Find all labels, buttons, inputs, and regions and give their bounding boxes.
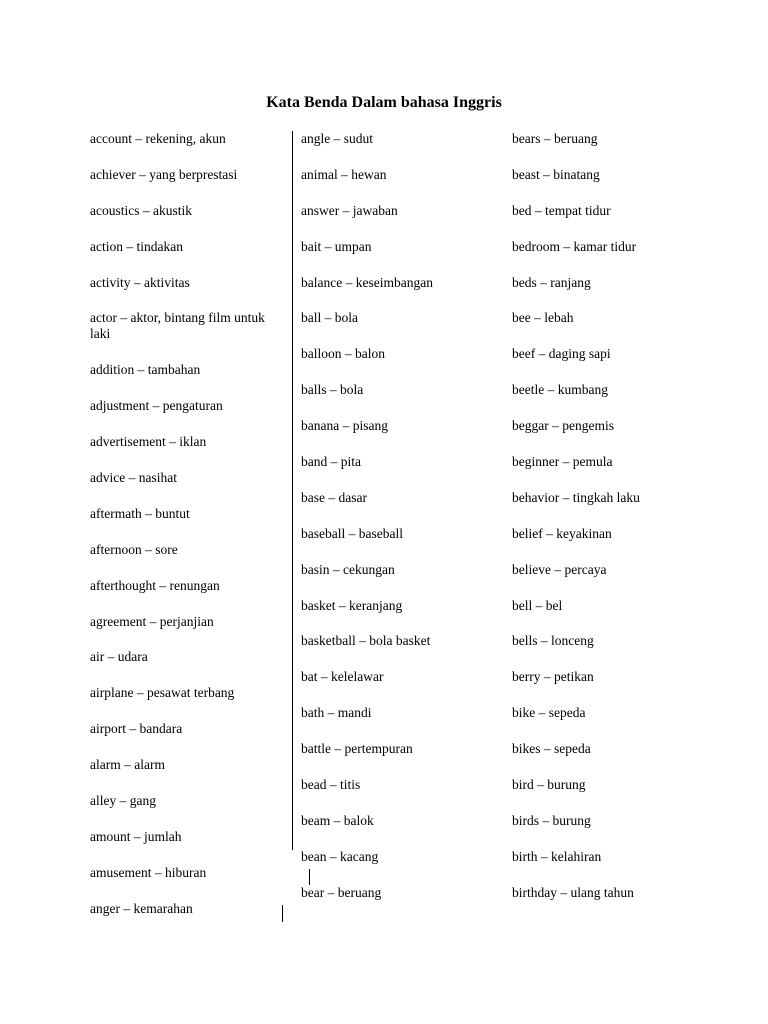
list-item: beef – daging sapi bbox=[512, 346, 611, 362]
list-item: advertisement – iklan bbox=[90, 434, 207, 450]
list-item: alarm – alarm bbox=[90, 757, 165, 773]
list-item: bike – sepeda bbox=[512, 705, 586, 721]
list-item: bed – tempat tidur bbox=[512, 202, 611, 218]
list-item: balloon – balon bbox=[301, 346, 385, 362]
list-item: bee – lebah bbox=[512, 310, 574, 326]
list-item: amusement – hiburan bbox=[90, 864, 207, 880]
list-item: believe – percaya bbox=[512, 561, 607, 577]
list-item: addition – tambahan bbox=[90, 362, 201, 378]
list-item: acoustics – akustik bbox=[90, 202, 192, 218]
list-item: beetle – kumbang bbox=[512, 382, 608, 398]
column-divider bbox=[292, 131, 293, 850]
list-item: bears – beruang bbox=[512, 131, 598, 146]
list-item: anger – kemarahan bbox=[90, 900, 193, 916]
list-item: band – pita bbox=[301, 454, 361, 470]
column-divider bbox=[282, 905, 283, 922]
list-item: bell – bel bbox=[512, 597, 563, 613]
list-item: activity – aktivitas bbox=[90, 274, 190, 290]
list-item: basketball – bola basket bbox=[301, 633, 431, 649]
list-item: basket – keranjang bbox=[301, 597, 403, 613]
list-item: adjustment – pengaturan bbox=[90, 398, 223, 414]
list-item: afternoon – sore bbox=[90, 541, 178, 557]
list-item: beast – binatang bbox=[512, 166, 600, 182]
list-item: animal – hewan bbox=[301, 166, 387, 182]
list-item: air – udara bbox=[90, 649, 148, 665]
list-item: account – rekening, akun bbox=[90, 131, 226, 146]
list-item: answer – jawaban bbox=[301, 202, 398, 218]
list-item: beam – balok bbox=[301, 812, 374, 828]
list-item: afterthought – renungan bbox=[90, 577, 220, 593]
list-item: battle – pertempuran bbox=[301, 741, 413, 757]
column-divider bbox=[309, 869, 310, 885]
list-item: balls – bola bbox=[301, 382, 364, 398]
list-item: birds – burung bbox=[512, 812, 591, 828]
list-item: basin – cekungan bbox=[301, 561, 395, 577]
list-item: banana – pisang bbox=[301, 418, 388, 434]
list-item: bear – beruang bbox=[301, 884, 382, 900]
list-item: amount – jumlah bbox=[90, 828, 182, 844]
list-item: birthday – ulang tahun bbox=[512, 884, 634, 900]
list-item: agreement – perjanjian bbox=[90, 613, 214, 629]
list-item: balance – keseimbangan bbox=[301, 274, 433, 290]
list-item: bikes – sepeda bbox=[512, 741, 591, 757]
list-item: ball – bola bbox=[301, 310, 358, 326]
list-item: beds – ranjang bbox=[512, 274, 591, 290]
list-item: bead – titis bbox=[301, 777, 361, 793]
list-item: beggar – pengemis bbox=[512, 418, 614, 434]
list-item: behavior – tingkah laku bbox=[512, 489, 640, 505]
list-item: bedroom – kamar tidur bbox=[512, 238, 637, 254]
list-item: bath – mandi bbox=[301, 705, 372, 721]
list-item: airplane – pesawat terbang bbox=[90, 685, 235, 701]
list-item: bat – kelelawar bbox=[301, 669, 384, 685]
list-item: actor – aktor, bintang film untuk laki bbox=[90, 310, 265, 342]
list-item: alley – gang bbox=[90, 793, 156, 809]
list-item: baseball – baseball bbox=[301, 525, 403, 541]
list-item: achiever – yang berprestasi bbox=[90, 166, 238, 182]
list-item: action – tindakan bbox=[90, 238, 183, 254]
list-item: aftermath – buntut bbox=[90, 505, 190, 521]
list-item: bean – kacang bbox=[301, 848, 379, 864]
list-item: base – dasar bbox=[301, 489, 367, 505]
list-item: airport – bandara bbox=[90, 721, 183, 737]
column-3 bbox=[512, 131, 732, 921]
page-title: Kata Benda Dalam bahasa Inggris bbox=[266, 94, 502, 111]
column-2 bbox=[301, 131, 501, 921]
list-item: bird – burung bbox=[512, 777, 586, 793]
list-item: belief – keyakinan bbox=[512, 525, 612, 541]
list-item: berry – petikan bbox=[512, 669, 594, 685]
list-item: birth – kelahiran bbox=[512, 848, 602, 864]
list-item: bait – umpan bbox=[301, 238, 372, 254]
list-item: angle – sudut bbox=[301, 131, 373, 146]
list-item: beginner – pemula bbox=[512, 454, 613, 470]
list-item: bells – lonceng bbox=[512, 633, 594, 649]
column-1 bbox=[90, 131, 280, 937]
list-item: advice – nasihat bbox=[90, 470, 177, 486]
